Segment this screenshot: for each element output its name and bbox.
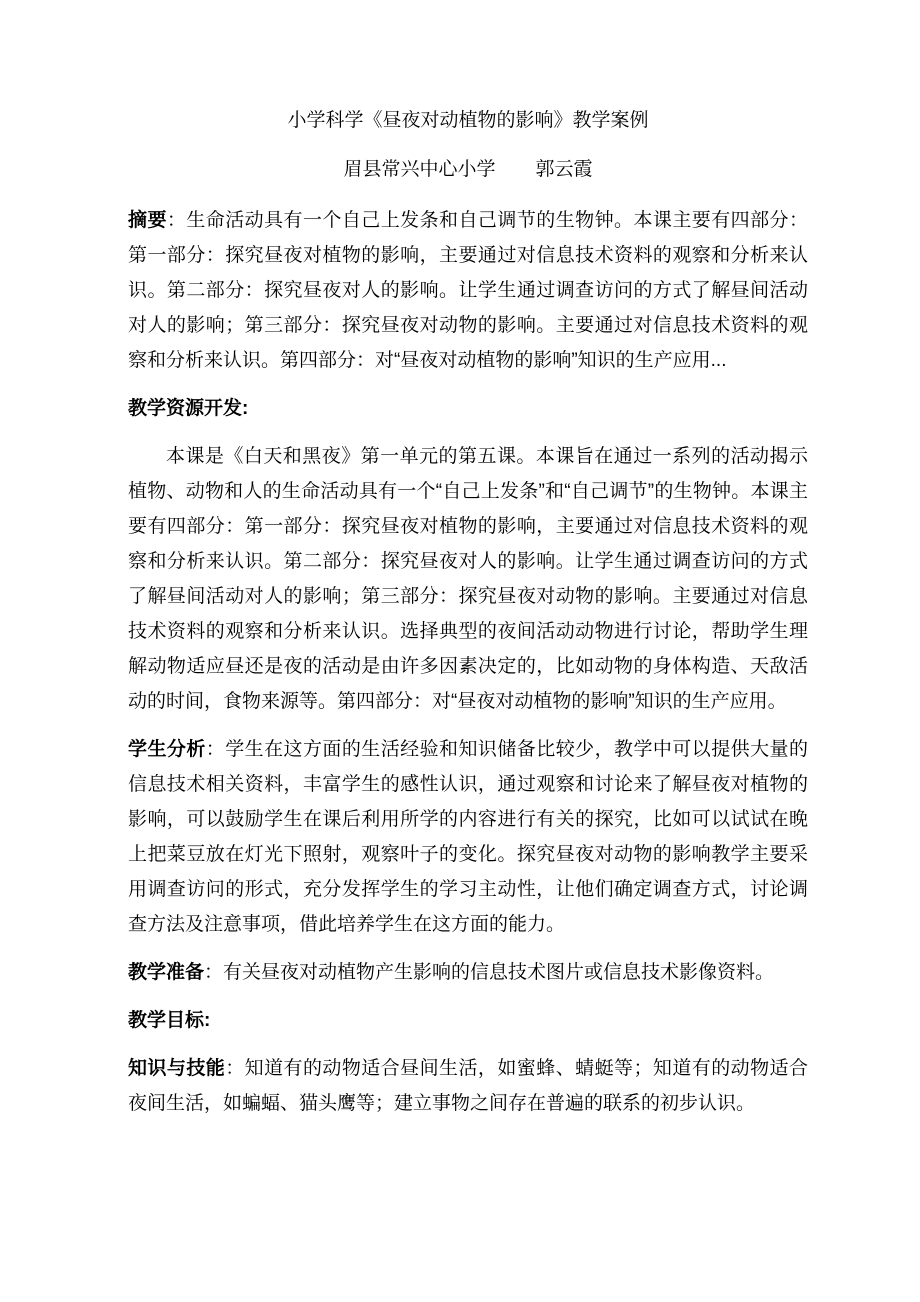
paragraph-teaching-preparation	[128, 955, 808, 990]
paragraph-student-analysis-text: ：学生在这方面的生活经验和知识储备比较少，教学中可以提供大量的信息技术相关资料，丰富学生的感性认识，通过观察和讨论来了解昼夜对植物的影响，可以鼓励学生在课后利用所学的内容进行有关的探究，比如可以试试在晚上把菜豆放在灯光下照射，观察叶子的变化。探究昼夜对动物的影响教学主要采用调查访问的形式，充分发挥学生的学习主动性，让他们确定调查方式，讨论调查方法及注意事项，借此培养学生在这方面的能力。	[128, 739, 808, 935]
paragraph-abstract	[128, 203, 808, 378]
paragraph-abstract-text: ：生命活动具有一个自己上发条和自己调节的生物钟。本课主要有四部分：第一部分：探究昼夜对植物的影响，主要通过对信息技术资料的观察和分析来认识。第二部分：探究昼夜对人的影响。让学生通过调查访问的方式了解昼间活动对人的影响；第三部分：探究昼夜对动物的影响。主要通过对信息技术资料的观察和分析来认识。第四部分：对“昼夜对动植物的影响”知识的生产应用...	[128, 210, 808, 371]
heading-teaching-resources: 教学资源开发:	[128, 398, 249, 419]
paragraph-teaching-preparation-label: 教学准备	[128, 962, 205, 983]
paragraph-course-overview: 本课是《白天和黑夜》第一单元的第五课。本课旨在通过一系列的活动揭示植物、动物和人的生命活动具有一个“自己上发条”和“自己调节”的生物钟。本课主要有四部分：第一部分：探究昼夜对植物的影响，主要通过对信息技术资料的观察和分析来认识。第二部分：探究昼夜对人的影响。让学生通过调查访问的方式了解昼间活动对人的影响；第三部分：探究昼夜对动物的影响。主要通过对信息技术资料的观察和分析来认识。选择典型的夜间活动动物进行讨论，帮助学生理解动物适应昼还是夜的活动是由许多因素决定的，比如动物的身体构造、天敌活动的时间，食物来源等。第四部分：对“昼夜对动植物的影响”知识的生产应用。	[128, 446, 808, 712]
paragraph-knowledge-skills	[128, 1051, 808, 1121]
byline-author: 郭云霞	[535, 159, 593, 180]
paragraph-student-analysis	[128, 732, 808, 942]
byline	[128, 152, 808, 187]
byline-school: 眉县常兴中心小学	[343, 159, 496, 180]
document-title: 小学科学《昼夜对动植物的影响》教学案例	[287, 110, 649, 131]
paragraph-student-analysis-label: 学生分析	[128, 739, 206, 760]
paragraph-teaching-preparation-text: ：有关昼夜对动植物产生影响的信息技术图片或信息技术影像资料。	[204, 962, 775, 983]
paragraph-knowledge-skills-label: 知识与技能	[128, 1058, 226, 1079]
heading-teaching-objectives: 教学目标:	[128, 1010, 211, 1031]
paragraph-knowledge-skills-text: ：知道有的动物适合昼间生活，如蜜蜂、蜻蜓等；知道有的动物适合夜间生活，如蝙蝠、猫头鹰等；建立事物之间存在普遍的联系的初步认识。	[128, 1058, 808, 1114]
paragraph-abstract-label: 摘要	[128, 210, 167, 231]
